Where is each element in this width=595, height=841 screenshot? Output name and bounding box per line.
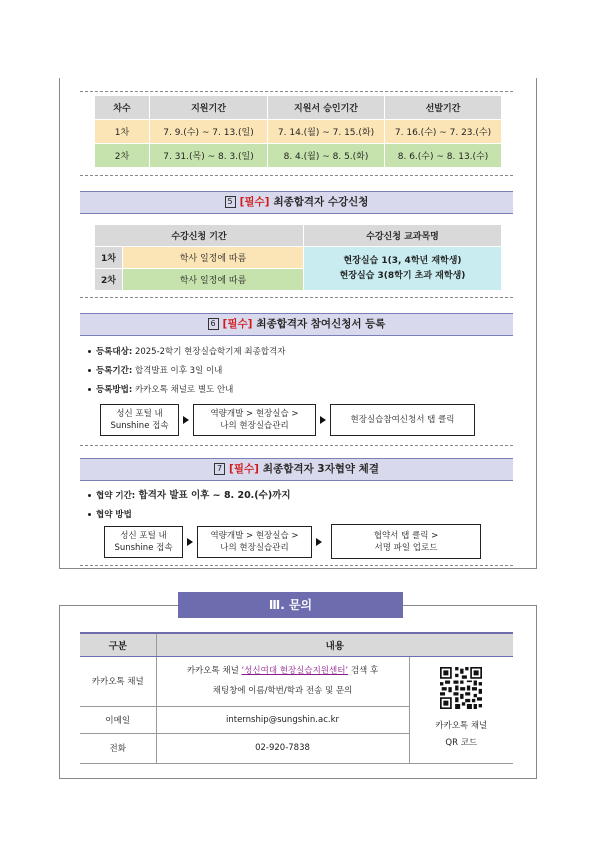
item-label: 등록기간: <box>96 366 133 376</box>
enrollment-header: 수강신청 교과목명 <box>304 225 502 247</box>
contact-text: 채팅창에 이름/학번/학과 전송 및 문의 <box>212 686 353 696</box>
schedule-row <box>95 144 502 168</box>
round-label: 1차 <box>95 247 123 269</box>
bullet-icon <box>88 513 91 516</box>
registration-flow <box>100 404 475 436</box>
schedule-cell: 7. 16.(수) ~ 7. 23.(수) <box>385 120 502 144</box>
qr-caption: 카카오톡 채널 <box>435 721 488 731</box>
schedule-cell: 7. 31.(목) ~ 8. 3.(일) <box>150 144 268 168</box>
contact-value <box>156 656 409 706</box>
list-item <box>88 381 285 400</box>
flow-step <box>330 404 475 436</box>
qr-code-icon[interactable] <box>440 667 482 709</box>
arrow-right-icon <box>316 538 322 546</box>
item-label: 등록방법: <box>96 385 133 395</box>
schedule-header-row <box>95 96 502 120</box>
list-item <box>88 486 291 506</box>
contact-header: 구분 <box>80 633 156 656</box>
required-tag: [필수] <box>239 196 270 208</box>
list-item <box>88 362 285 381</box>
section-6-banner <box>80 313 513 336</box>
bullet-icon <box>88 388 91 391</box>
section-number: 6 <box>208 318 219 330</box>
flow-step <box>193 404 316 436</box>
step-text: Sunshine 접속 <box>114 542 173 553</box>
course-name: 현장실습 1(3, 4학년 재학생) <box>343 255 462 266</box>
schedule-cell: 7. 9.(수) ~ 7. 13.(일) <box>150 120 268 144</box>
list-item <box>88 343 285 362</box>
step-text: 역량개발 > 현장실습 > <box>210 530 299 541</box>
divider <box>80 565 513 566</box>
enrollment-period: 학사 일정에 따름 <box>123 269 304 291</box>
phone-value[interactable]: 02-920-7838 <box>156 733 409 763</box>
qr-caption: QR 코드 <box>445 738 478 748</box>
contact-title: Ⅲ. 문의 <box>178 592 403 618</box>
enrollment-table <box>94 224 502 291</box>
schedule-row <box>95 120 502 144</box>
flow-step <box>100 404 179 436</box>
kakao-channel-link[interactable]: ‘성신여대 현장실습지원센터’ <box>241 666 349 676</box>
enrollment-row <box>95 247 502 269</box>
required-tag: [필수] <box>222 318 253 330</box>
arrow-right-icon <box>183 416 189 424</box>
schedule-table <box>94 95 502 168</box>
agreement-info <box>88 486 291 525</box>
contact-row <box>80 656 513 706</box>
contact-label: 전화 <box>80 733 156 763</box>
course-names <box>304 247 502 291</box>
email-value[interactable]: internship@sungshin.ac.kr <box>156 706 409 733</box>
divider <box>80 445 513 446</box>
agreement-flow <box>104 524 481 559</box>
contact-text: 검색 후 <box>348 666 379 676</box>
section-number: 7 <box>214 463 225 475</box>
qr-cell <box>409 656 513 763</box>
schedule-cell: 8. 4.(월) ~ 8. 5.(화) <box>268 144 385 168</box>
step-text: 나의 현장실습관리 <box>220 542 289 553</box>
item-label: 협약 방법 <box>96 510 132 520</box>
schedule-header: 지원기간 <box>150 96 268 120</box>
list-item <box>88 506 291 525</box>
contact-label: 이메일 <box>80 706 156 733</box>
registration-info <box>88 343 285 400</box>
bullet-icon <box>88 494 91 497</box>
round-label: 2차 <box>95 269 123 291</box>
contact-header-row <box>80 633 513 656</box>
item-text: 합격자 발표 이후 ~ 8. 20.(수)까지 <box>135 490 291 501</box>
section-5-banner <box>80 191 513 214</box>
item-text: 2025-2학기 현장실습학기제 최종합격자 <box>132 347 286 357</box>
schedule-header: 차수 <box>95 96 150 120</box>
schedule-cell: 7. 14.(월) ~ 7. 15.(화) <box>268 120 385 144</box>
flow-step <box>104 526 183 558</box>
enrollment-period: 학사 일정에 따름 <box>123 247 304 269</box>
section-title: 최종합격자 참여신청서 등록 <box>256 318 386 330</box>
step-text: 협약서 탭 클릭 > <box>373 530 439 541</box>
schedule-cell: 1차 <box>95 120 150 144</box>
divider <box>80 175 513 176</box>
step-text: 성신 포털 내 <box>116 409 163 419</box>
arrow-right-icon <box>320 416 326 424</box>
flow-step <box>197 526 312 558</box>
section-number: 5 <box>225 196 236 208</box>
flow-step <box>331 524 481 559</box>
divider <box>80 297 513 298</box>
step-text: 나의 현장실습관리 <box>220 421 289 431</box>
required-tag: [필수] <box>229 463 259 475</box>
contact-header: 내용 <box>156 633 513 656</box>
course-name: 현장실습 3(8학기 초과 재학생) <box>339 270 466 281</box>
item-text: 합격발표 이후 3일 이내 <box>132 366 223 376</box>
contact-text: 카카오톡 채널 <box>186 666 242 676</box>
bullet-icon <box>88 369 91 372</box>
item-label: 협약 기간: <box>96 491 136 501</box>
item-text: 카카오톡 채널로 별도 안내 <box>132 385 234 395</box>
bullet-icon <box>88 350 91 353</box>
step-text: 서명 파일 업로드 <box>374 542 438 553</box>
enrollment-header: 수강신청 기간 <box>95 225 304 247</box>
schedule-cell: 8. 6.(수) ~ 8. 13.(수) <box>385 144 502 168</box>
section-title: 최종합격자 수강신청 <box>273 196 369 208</box>
step-text: 성신 포털 내 <box>120 530 167 541</box>
section-7-banner <box>80 458 513 481</box>
schedule-header: 선발기간 <box>385 96 502 120</box>
step-text: 역량개발 > 현장실습 > <box>210 409 299 419</box>
step-text: 현장실습참여신청서 탭 클릭 <box>350 415 455 425</box>
schedule-header: 지원서 승인기간 <box>268 96 385 120</box>
item-label: 등록대상: <box>96 347 133 357</box>
step-text: Sunshine 접속 <box>110 421 169 431</box>
schedule-cell: 2차 <box>95 144 150 168</box>
contact-table <box>80 632 513 764</box>
divider <box>80 91 513 92</box>
section-title: 최종합격자 3자협약 체결 <box>262 463 379 475</box>
arrow-right-icon <box>187 538 193 546</box>
contact-label: 카카오톡 채널 <box>80 656 156 706</box>
enrollment-header-row <box>95 225 502 247</box>
